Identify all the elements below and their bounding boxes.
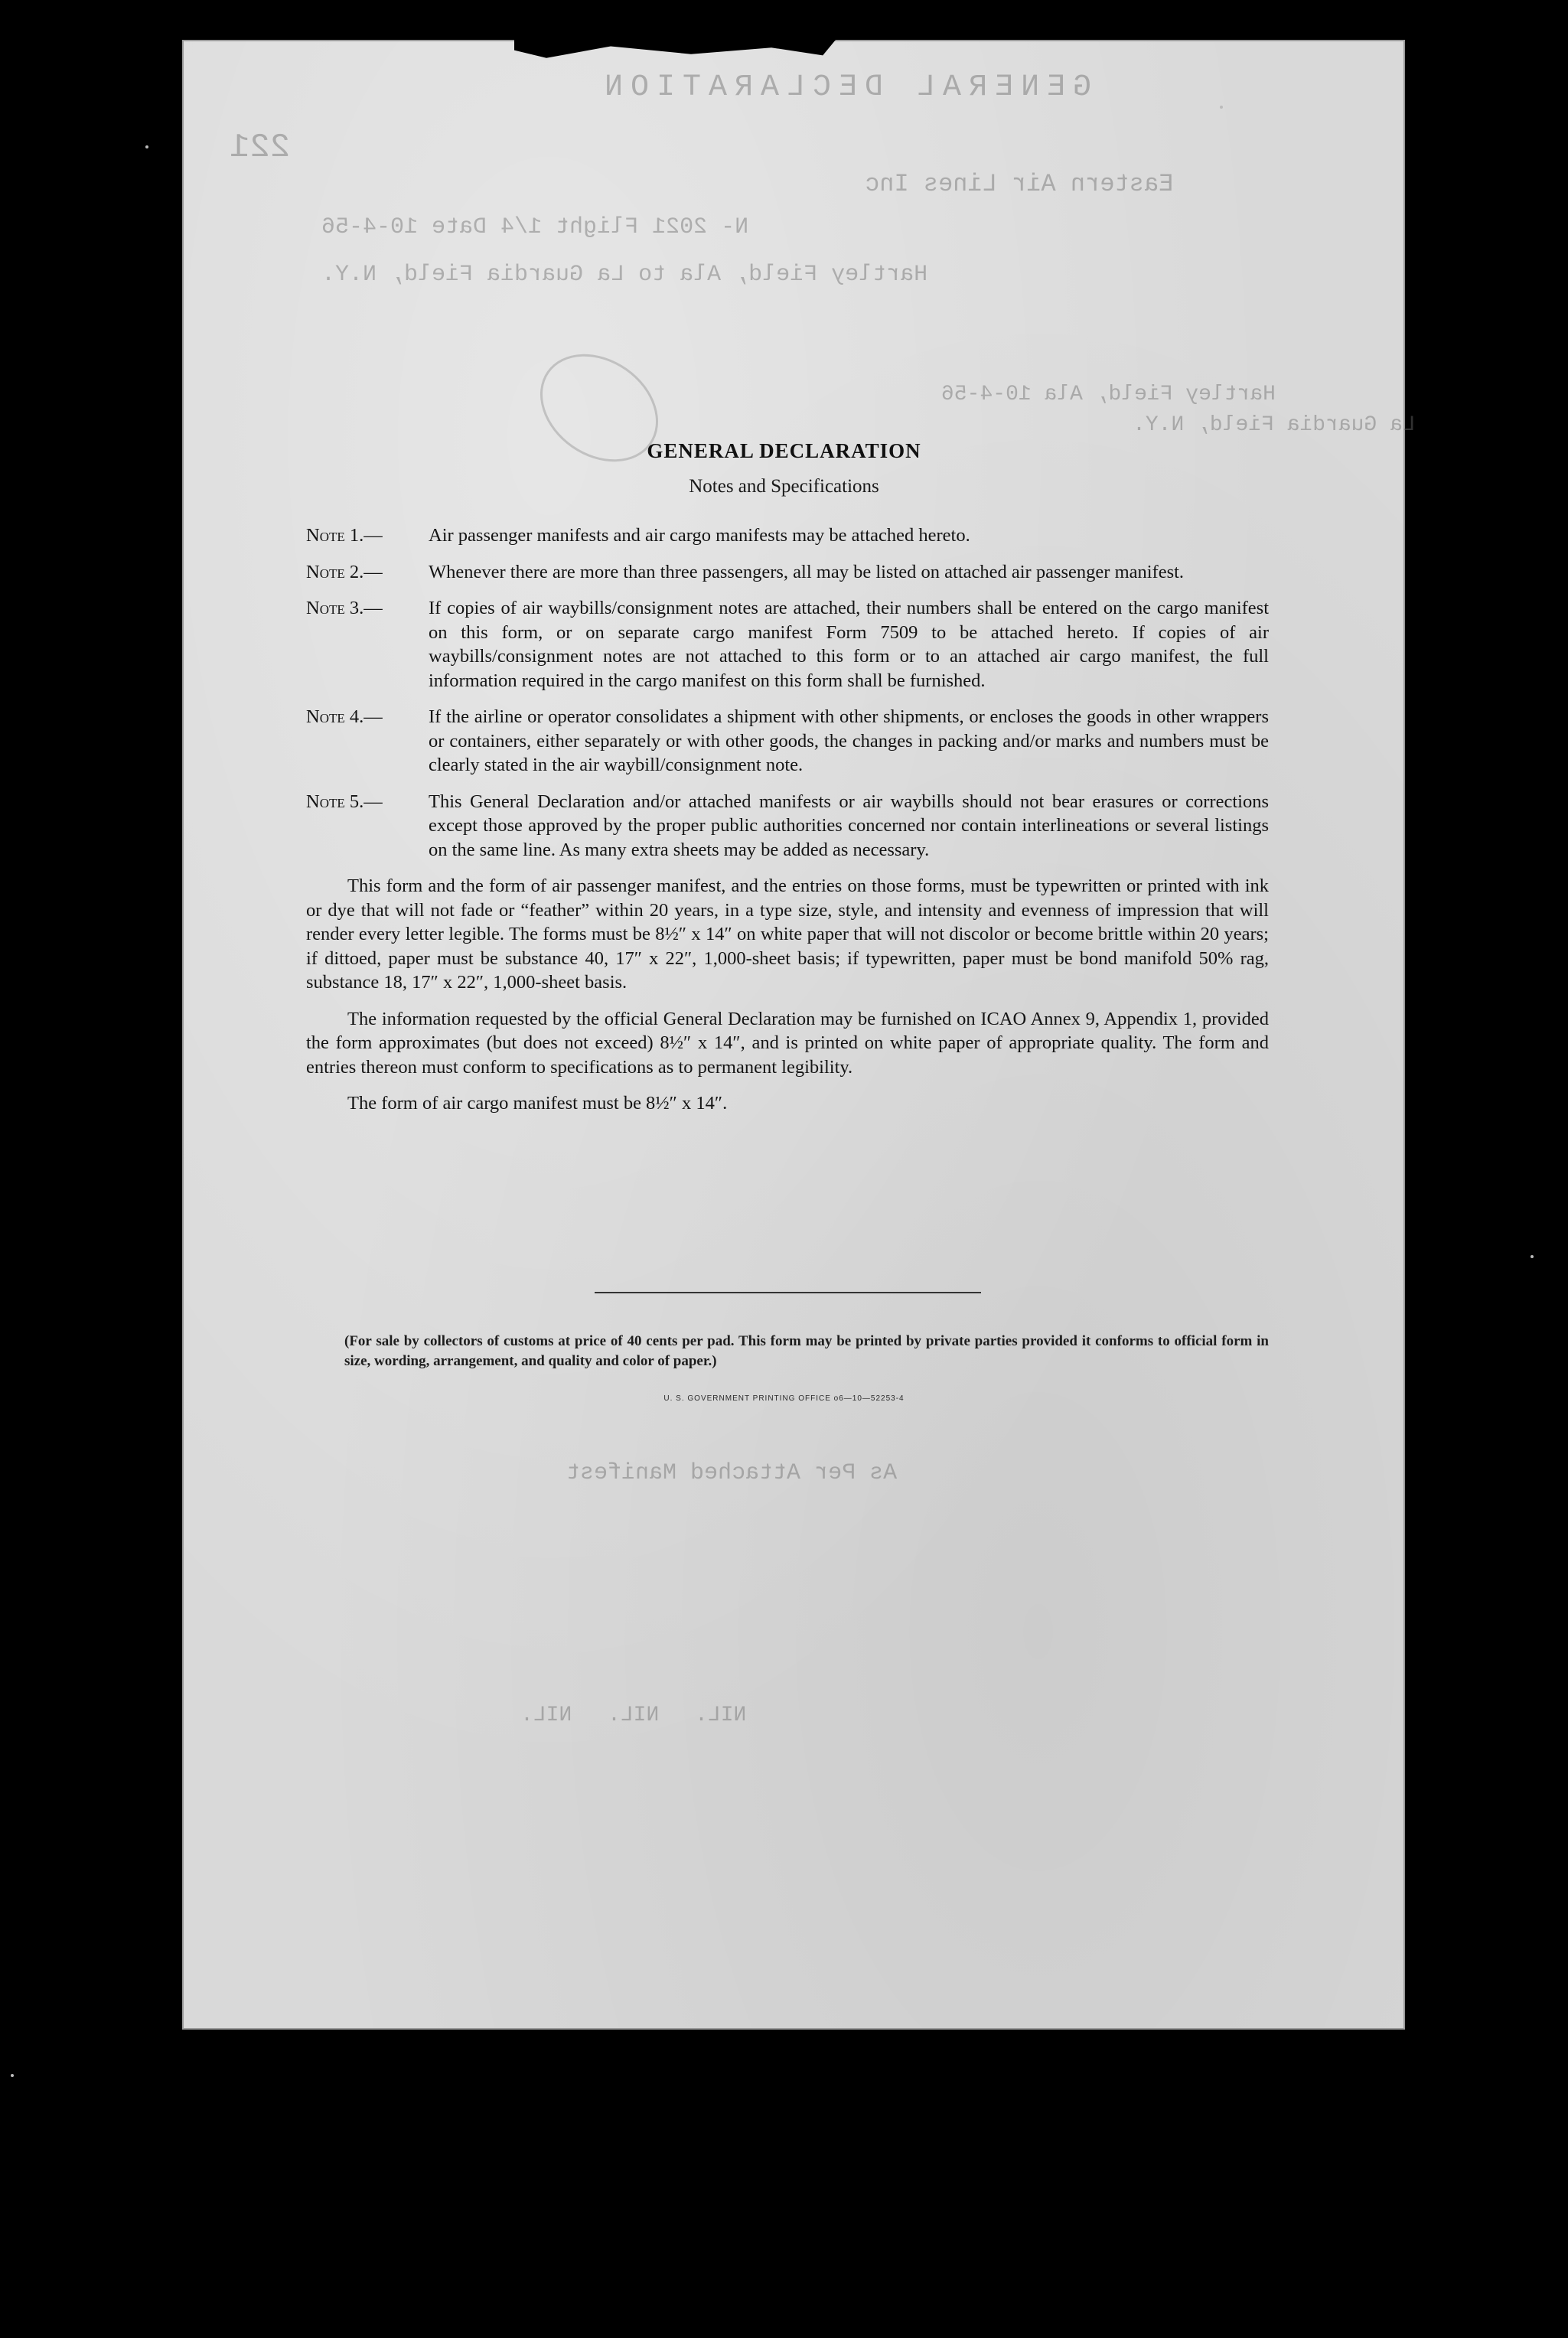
bleed-through-flight-line: N- 2021 Flight 1/4 Date 10-4-56 (321, 214, 749, 240)
note-text: If copies of air waybills/consignment notes are attached, their numbers shall be entered on the cargo manifest on this form, or on separate cargo manifest Form 7509 to be attached hereto. If copies of air waybills/consignment notes are not attached to this form or to an attached air cargo manifest, the full information required in the cargo manifest on this form shall be furnished. (429, 598, 1269, 691)
note-text: Whenever there are more than three passengers, all may be listed on attached air passenger manifest. (429, 561, 1185, 582)
note-label: Note 3.— (306, 598, 383, 618)
bleed-through-number: 221 (230, 129, 291, 167)
sale-notice-text: (For sale by collectors of customs at price of 40 cents per pad. This form may be printed by private parties provided it conforms to official form in size, wording, arrangement, and quality and color of paper.) (344, 1333, 1269, 1369)
paragraph-form-requirements: This form and the form of air passenger manifest, and the entries on those forms, must be typewritten or printed with ink or dye that will not fade or “feather” within 20 years, in a type size, style, and intensity and evenness of impression that will render every letter legible. The forms must be 8½″ x 14″ on white paper that will not discolor or become brittle within 20 years; if dittoed, paper must be substance 40, 17″ x 22″, 1,000-sheet basis; if typewritten, paper must be bond manifold 50% rag, substance 18, 17″ x 22″, 1,000-sheet basis. (306, 876, 1269, 993)
notes-section (306, 523, 1269, 1116)
note-label: Note 1.— (306, 525, 383, 546)
note-label: Note 4.— (306, 706, 383, 727)
printer-line: U. S. GOVERNMENT PRINTING OFFICE o6—10—52253-4 (663, 1394, 905, 1403)
paragraph-cargo-manifest-size: The form of air cargo manifest must be 8½″ x 14″. (347, 1093, 728, 1114)
note-1 (306, 523, 1269, 548)
document-subtitle: Notes and Specifications (689, 476, 879, 497)
sale-notice (306, 1332, 1269, 1371)
horizontal-divider (595, 1292, 981, 1293)
document-title: GENERAL DECLARATION (647, 439, 921, 462)
bleed-through-manifest-note: As Per Attached Manifest (566, 1460, 898, 1486)
scan-speck (1531, 1255, 1534, 1258)
note-text: Air passenger manifests and air cargo manifests may be attached hereto. (429, 525, 970, 546)
scan-speck (11, 2074, 14, 2077)
note-2 (306, 560, 1269, 585)
note-3 (306, 596, 1269, 693)
note-text: This General Declaration and/or attached manifests or air waybills should not bear erasures or corrections except those approved by the proper public authorities concerned nor contain interlineations or several listings on the same line. As many extra sheets may be added as necessary. (429, 791, 1269, 860)
bleed-through-route-line: Hartley Field, Ala to La Guardia Field, N.Y. (321, 262, 928, 288)
bleed-through-header: GENERAL DECLARATION (597, 70, 1092, 105)
note-text: If the airline or operator consolidates a shipment with other shipments, or encloses the goods in other wrappers or containers, either separately or with other goods, the changes in packing and/or marks and numbers must be clearly stated in the air waybill/consignment note. (429, 706, 1269, 775)
note-5 (306, 790, 1269, 862)
bleed-through-nil-line: NIL. NIL. NIL. (520, 1704, 747, 1727)
note-4 (306, 705, 1269, 778)
bleed-through-itinerary: Hartley Field, Ala 10-4-56 (941, 383, 1276, 406)
paragraph-icao-annex: The information requested by the official General Declaration may be furnished on ICAO Annex 9, Appendix 1, provided the form approximates (but does not exceed) 8½″ x 14″, and is printed on white paper of appropriate quality. The form and entries thereon must conform to specifications as to permanent legibility. (306, 1008, 1269, 1078)
note-label: Note 5.— (306, 791, 383, 812)
scan-speck (1220, 106, 1223, 109)
note-label: Note 2.— (306, 561, 383, 582)
bleed-through-airline: Eastern Air Lines Inc (865, 170, 1174, 198)
bleed-through-itinerary-2: La Guardia Field, N.Y. (1133, 413, 1416, 437)
scan-speck (145, 145, 148, 148)
